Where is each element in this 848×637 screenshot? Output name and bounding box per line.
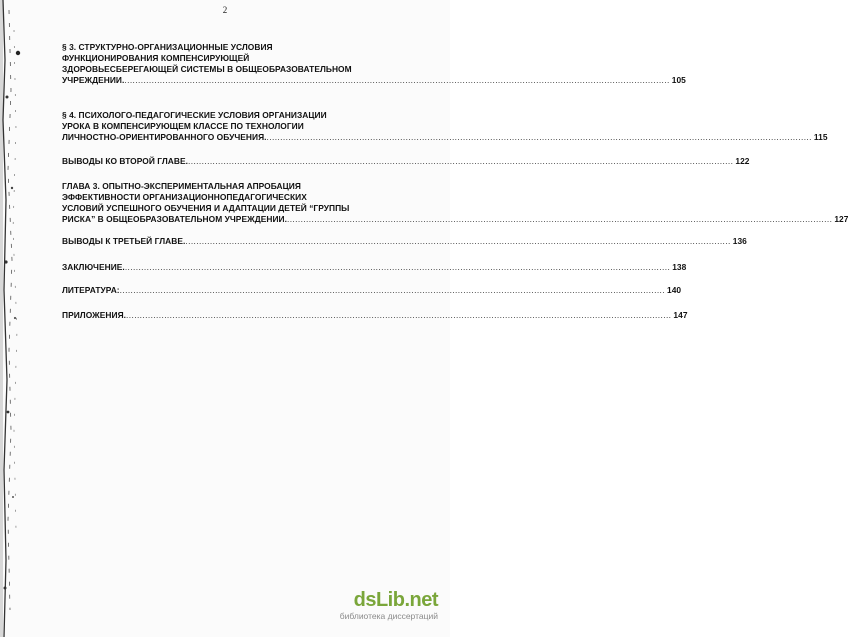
- dot-leader: ........................................................................................................................................................................................................: [124, 262, 671, 272]
- dot-leader: ........................................................................................................................................................................................................: [124, 75, 670, 85]
- dot-leader: ........................................................................................................................................................................................................: [188, 156, 734, 166]
- toc-entry: [62, 110, 828, 143]
- toc-entry-line: УСЛОВИЙ УСПЕШНОГО ОБУЧЕНИЯ И АДАПТАЦИИ ДЕТЕЙ “ГРУППЫ: [62, 203, 350, 213]
- toc-entry: [62, 156, 750, 167]
- toc-page-number: 115: [813, 132, 828, 142]
- toc-entry-line: ГЛАВА 3. ОПЫТНО-ЭКСПЕРИМЕНТАЛЬНАЯ АПРОБАЦИЯ: [62, 181, 301, 191]
- toc-entry-line: ЛИТЕРАТУРА:: [62, 285, 120, 295]
- dslib-logo: dsLib.net: [353, 589, 438, 611]
- toc-entry-line: УЧРЕЖДЕНИИ.: [62, 75, 125, 85]
- toc-page-number: 138: [672, 262, 687, 272]
- toc-entry: [62, 236, 747, 247]
- toc-entry: [62, 42, 686, 86]
- dot-leader: ........................................................................................................................................................................................................: [126, 310, 672, 320]
- toc-entry-line: § 3. СТРУКТУРНО-ОРГАНИЗАЦИОННЫЕ УСЛОВИЯ: [62, 42, 273, 52]
- dslib-subtitle: библиотека диссертаций: [339, 611, 438, 621]
- toc-entry-line: ФУНКЦИОНИРОВАНИЯ КОМПЕНСИРУЮЩЕЙ: [62, 53, 250, 63]
- toc-entry-line: ЗАКЛЮЧЕНИЕ.: [62, 262, 125, 272]
- toc-page-number: 147: [673, 310, 688, 320]
- toc-page-number: 122: [735, 156, 750, 166]
- scan-binding-edge: [0, 0, 22, 637]
- toc-entry-line: ЛИЧНОСТНО-ОРИЕНТИРОВАННОГО ОБУЧЕНИЯ.: [62, 132, 267, 142]
- toc-entry-line: УРОКА В КОМПЕНСИРУЮЩЕМ КЛАССЕ ПО ТЕХНОЛОГИИ: [62, 121, 304, 131]
- toc-entry-line: ВЫВОДЫ К ТРЕТЬЕЙ ГЛАВЕ.: [62, 236, 186, 246]
- dslib-watermark: [328, 589, 438, 625]
- toc-page-number: 127: [834, 214, 848, 224]
- toc-page-number: 105: [671, 75, 686, 85]
- toc-entry-line: ПРИЛОЖЕНИЯ.: [62, 310, 127, 320]
- toc-entry: [62, 262, 687, 273]
- toc-entry-line: ВЫВОДЫ КО ВТОРОЙ ГЛАВЕ.: [62, 156, 188, 166]
- toc-entry-line: ЗДОРОВЬЕСБЕРЕГАЮЩЕЙ СИСТЕМЫ В ОБЩЕОБРАЗОВАТЕЛЬНОМ: [62, 64, 352, 74]
- toc-entry: [62, 310, 688, 321]
- toc-entry: [62, 285, 682, 296]
- toc-entry-line: РИСКА” В ОБЩЕОБРАЗОВАТЕЛЬНОМ УЧРЕЖДЕНИИ.: [62, 214, 287, 224]
- page-number: 2: [222, 5, 228, 15]
- toc-entry: [62, 181, 848, 225]
- dot-leader: ........................................................................................................................................................................................................: [266, 132, 812, 142]
- dot-leader: ........................................................................................................................................................................................................: [185, 236, 731, 246]
- toc-entry-line: § 4. ПСИХОЛОГО-ПЕДАГОГИЧЕСКИЕ УСЛОВИЯ ОРГАНИЗАЦИИ: [62, 110, 327, 120]
- toc-page-number: 140: [667, 285, 682, 295]
- dot-leader: ........................................................................................................................................................................................................: [119, 285, 666, 295]
- dot-leader: ........................................................................................................................................................................................................: [286, 214, 833, 224]
- toc-entry-line: ЭФФЕКТИВНОСТИ ОРГАНИЗАЦИОННОПЕДАГОГИЧЕСКИХ: [62, 192, 307, 202]
- toc-page-number: 136: [732, 236, 747, 246]
